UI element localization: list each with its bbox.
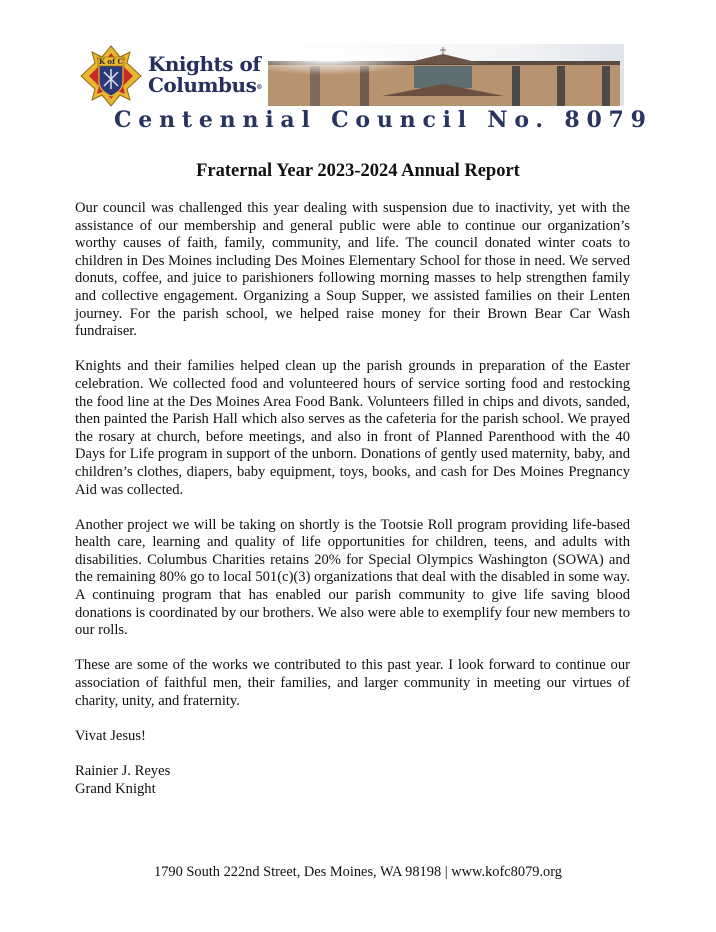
signer-title: Grand Knight [75,780,156,797]
report-body [75,200,630,798]
svg-text:K of C: K of C [98,57,124,66]
footer-separator: | [444,864,448,880]
organization-name [148,54,262,96]
paragraph-activities: Our council was challenged this year dealing with suspension due to inactivity, yet with the assistance of our membership and general public were able to continue our organization’s worthy causes of faith, family, community, and life. The council donated winter coats to children in Des Moines including Des Moines Elementary School for those in need. We served donuts, coffee, and juice to parishioners following morning masses to help strengthen family and collective engagement. Organizing a Soup Supper, we assisted families on their Lenten journey. For the parish school, we helped raise money for their Brown Bear Car Wash fundraiser. [75,200,630,340]
letterhead [78,40,653,140]
organization-name-line2: Columbus® [148,73,262,97]
spacer [75,745,630,763]
church-building-photo [262,44,624,106]
council-name: Centennial Council No. 8079 [114,107,653,133]
paragraph-programs: Another project we will be taking on shortly is the Tootsie Roll program providing life-based health care, learning and quality of life opportunities for children, teens, and adults with disabilities. Columbus Charities retains 20% for Special Olympics Washington (SOWA) and the remaining 80% go to local 501(c)(3) organizations that deal with the disabled in some way. A continuing program that has enabled our parish community to give life saving blood donations is coordinated by our brothers. We also were able to exemplify four new members to our rolls. [75,516,630,639]
signer-name: Rainier J. Reyes [75,763,171,779]
footer [0,864,716,881]
closing-salutation: Vivat Jesus! [75,727,146,744]
organization-name-line1: Knights of [148,52,261,76]
footer-address: 1790 South 222nd Street, Des Moines, WA 98198 [154,864,442,880]
report-title: Fraternal Year 2023-2024 Annual Report [196,161,520,181]
paragraph-service: Knights and their families helped clean up the parish grounds in preparation of the Easter celebration. We collected food and volunteered hours of service sorting food and restocking the food line at the Des Moines Area Food Bank. Volunteers filled in chips and divots, sanded, then painted the Parish Hall which also serves as the cafeteria for the parish school. We prayed the rosary at church, before meetings, and also in front of Planned Parenthood with the 40 Days for Life program in support of the unborn. Donations of gently used maternity, baby, and children’s clothes, diapers, baby equipment, toys, books, and cash for Des Moines Pregnancy Aid was collected. [75,358,630,498]
knights-of-columbus-emblem-icon [80,45,142,107]
paragraph-closing-remarks: These are some of the works we contributed to this past year. I look forward to continue our association of faithful men, their families, and larger community in meeting our virtues of charity, unity, and fraternity. [75,657,630,709]
footer-website-link[interactable]: www.kofc8079.org [451,864,562,880]
